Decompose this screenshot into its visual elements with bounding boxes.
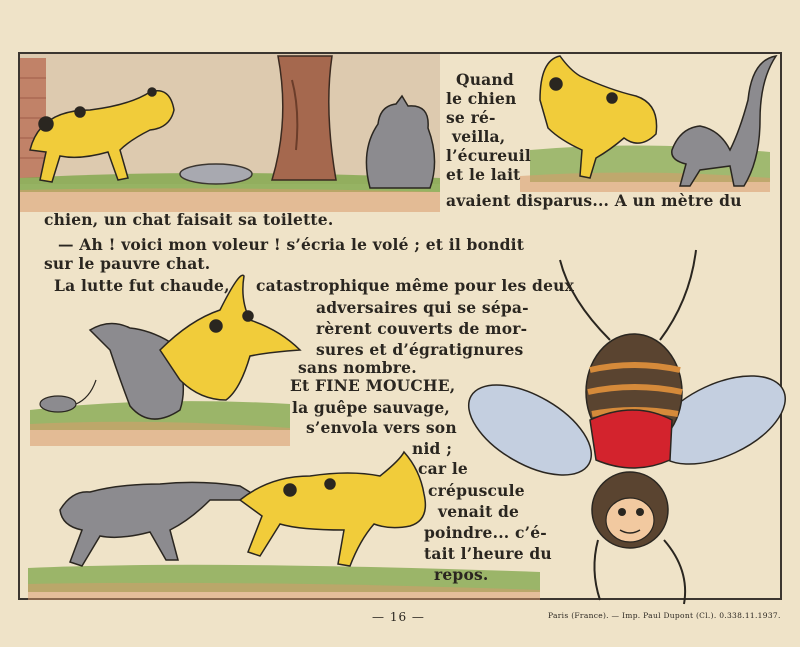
text-line-21: car le <box>418 459 468 478</box>
top-scene <box>20 54 440 212</box>
text-line-15: sures et d’égratignures <box>316 340 524 359</box>
text-line-7: avaient disparus... A un mètre du <box>446 191 742 210</box>
text-line-25: tait l’heure du <box>424 544 552 563</box>
text-line-1: Quand <box>456 70 514 89</box>
text-line-10: sur le pauvre chat. <box>44 254 211 273</box>
text-line-19: s’envola vers son <box>306 418 457 437</box>
text-line-13: adversaires qui se sépa- <box>316 298 529 317</box>
text-line-12: catastrophique même pour les deux <box>256 276 575 295</box>
red-jacket <box>590 410 672 468</box>
text-line-8: chien, un chat faisait sa toilette. <box>44 210 334 229</box>
text-line-4: veilla, <box>452 127 506 146</box>
text-line-9: — Ah ! voici mon voleur ! s’écria le volé ; et il bondit <box>58 235 525 254</box>
dog-running <box>240 452 425 566</box>
text-line-11: La lutte fut chaude, <box>54 276 230 295</box>
text-line-24: poindre... c’é- <box>424 523 547 542</box>
text-line-14: rèrent couverts de mor- <box>316 319 528 338</box>
printer-imprint: Paris (France). — Imp. Paul Dupont (Cl.). 0.338.11.1937. <box>548 611 781 620</box>
cat-running <box>60 482 262 566</box>
top-right-scene <box>520 56 776 192</box>
page-number: — 16 — <box>372 610 425 624</box>
text-line-5: l’écureuil <box>446 146 531 165</box>
text-line-17: Et FINE MOUCHE, <box>290 376 456 395</box>
text-line-26: repos. <box>434 565 489 584</box>
left-wing <box>454 367 606 494</box>
text-line-3: se ré- <box>446 108 496 127</box>
milk-bowl <box>180 164 252 184</box>
text-line-6: et le lait <box>446 165 521 184</box>
text-line-20: nid ; <box>412 439 453 458</box>
text-line-18: la guêpe sauvage, <box>292 398 450 417</box>
text-line-2: le chien <box>446 89 517 108</box>
text-line-22: crépuscule <box>428 481 525 500</box>
fight-scene <box>30 275 300 446</box>
text-line-23: venait de <box>438 502 520 521</box>
text-line-16: sans nombre. <box>298 358 417 377</box>
